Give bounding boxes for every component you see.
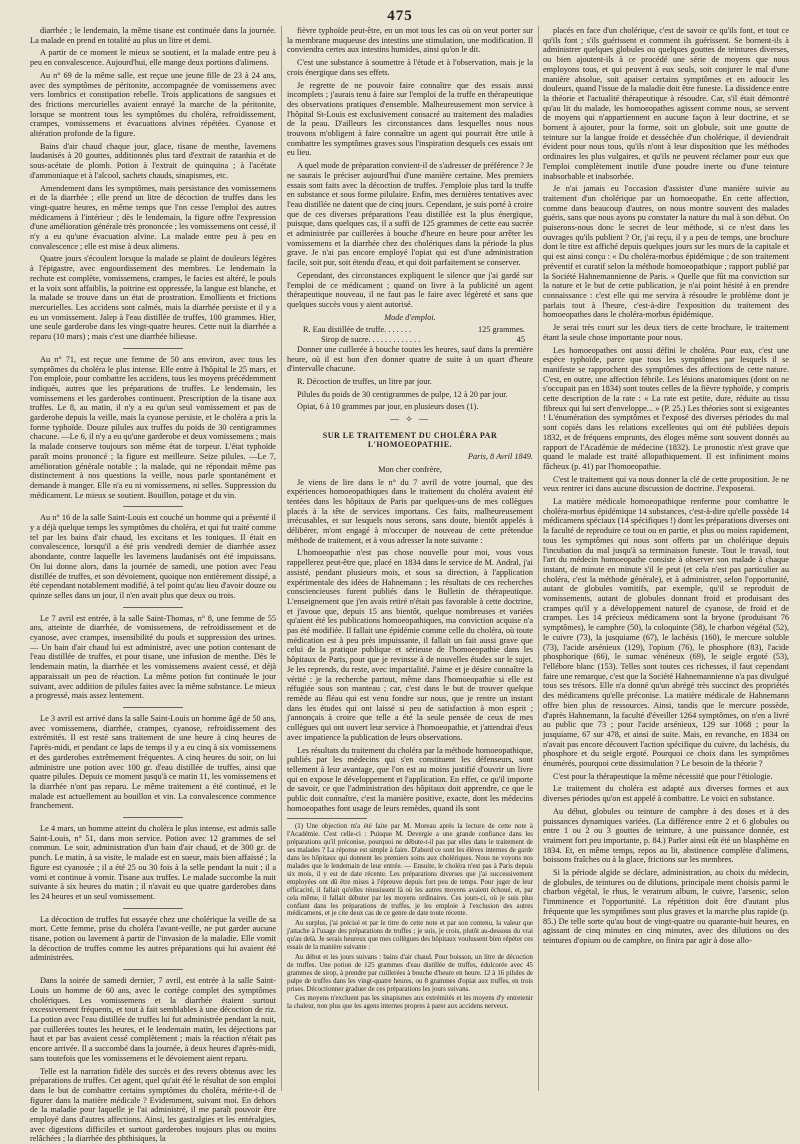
paragraph: A quel mode de préparation convient-il de s'adresser de préférence ? Je ne saurais le préciser aujourd'hui d'une manière certaine. Mes premiers essais sont faits avec la décoction de truffes. J'emploie plus tard la truffe en substance et sous forme pilulaire. Enfin, mes dernières tentatives avec l'eau distillée ne datent que de cinq jours. Cependant, je suis porté à croire que de ces diverses préparations l'eau distillée est la plus énergique, puisque, dans quelques cas, il a suffi de 125 grammes de cette eau sucrée et administrée par cuillerées à bouche d'heure en heure pour arrêter les vomissemens et la diarrhée chez des cholériques dans la période la plus grave. Je n'ai pas encore employé l'opiat qui est d'une administration facile, soit pur, soit étendu d'eau, et qui doit parfaitement se conserver. bbox=[287, 161, 533, 268]
paragraph: Pilules du poids de 30 centigrammes de pulpe, 12 à 20 par jour. bbox=[287, 390, 533, 400]
divider bbox=[123, 607, 183, 608]
recipe-quantity: 125 grammes. bbox=[478, 325, 525, 335]
paragraph: Les résultats du traitement du choléra par la méthode homoeopathique, publiés par les médecins qui s'en constituent les défenseurs, sont tellement à leur avantage, que l'on est au moins justifié d'ouvrir un livre qui en expose le développement et l'application. En effet, ce qu'il importe de savoir, ce que l'administration des hôpitaux doit apprendre, ce que le public doit connaître, c'est la manière positive, exacte, dont les médecins homoeopathes font usage de leurs remèdes, quand ils sont bbox=[287, 746, 533, 814]
paragraph: A partir de ce moment le mieux se soutient, et la malade entre peu à peu en convalescence. Aujourd'hui, elle mange deux portions d'alimens. bbox=[30, 48, 276, 67]
paragraph: Amendement dans les symptômes, mais persistance des vomissemens et de la diarrhée ; elle prend un litre de décoction de truffes dans les vingt-quatre heures, en même temps que l'on cesse l'emploi des autres médicamens à l'intérieur ; dès le lendemain, la figure offre l'expression d'une amélioration générale très prononcée ; les vomissemens ont cessé, il n'y a eu qu'une évacuation alvine. La malade entre peu à peu en convalescence ; elle est mise à deux alimens. bbox=[30, 184, 276, 252]
paragraph: Opiat, 6 à 10 grammes par jour, en plusieurs doses (1). bbox=[287, 402, 533, 412]
paragraph: Le 3 avril est arrivé dans la salle Saint-Louis un homme âgé de 50 ans, avec vomissemens, diarrhée, crampes, cyanose, refroidissement des extrémités. Il est resté sans traitement de une heure à cinq heures de l'après-midi, et pendant ce laps de temps il y a eu cinq à six vomissemens et des garderobes extrêmement fréquentes. A cinq heures du soir, on lui administre une potion avec 100 gr. d'eau distillée de truffes, ainsi que quatre pilules. Depuis ce moment jusqu'à ce matin 11, les vomissemens et la diarrhée n'ont pas reparu. Le même traitement a été continué, et le malade est actuellement au bouillon et vin. La convalescence commence franchement. bbox=[30, 714, 276, 811]
column-rule bbox=[538, 26, 539, 1091]
footnote: Au surplus, j'ai précisé et par le titre de cette note et par son contenu, la valeur que j'attache à l'usage des préparations de truffes ; je suis, je crois, plutôt au-dessous du vrai qu'au delà. Je serais heureux que mes collègues des hôpitaux voulussent bien répéter ces essais de la manière suivante : bbox=[287, 920, 533, 952]
footnote: (1) Une objection m'a été faite par M. Moreau après la lecture de cette note à l'Académie. C'est celle-ci : Puisque M. Devergie a une grande confiance dans les préparations qu'il préconise, pourquoi ne débute-t-il pas par elles dans le traitement de ses malades ? La réponse est simple à faire. D'abord ce sont les élèves internes de garde dans les hôpitaux qui donnent les premiers soins aux cholériques. Nous ne voyons nos malades que le lendemain de leur entrée. — Ensuite, le choléra n'est pas à Paris depuis six mois, il y est de date récente. Les préparations diverses que j'ai successivement employées ont dû être mises à l'épreuve depuis fort peu de temps. Pour juger de leur efficacité, il fallait qu'elles réussissent là où les autres moyens avaient échoué, et, par cela même, il fallait débuter par les moyens ordinaires. Ces jours-ci, où je suis plus confiant dans les préparations de truffes, je les emploie à l'exclusion des autres médicamens, et je cite deux cas de ce genre de date toute récente. bbox=[287, 823, 533, 918]
divider bbox=[123, 707, 183, 708]
divider bbox=[123, 348, 183, 349]
paragraph: Bains d'air chaud chaque jour, glace, tisane de menthe, lavemens laudanisés à 20 gouttes, additionnés plus tard d'extrait de ratanhia et de sous-acétate de plomb. Potion à l'extrait de quinquina ; à l'acétate d'ammoniaque et à l'alcool, sachets chauds, sinapismes, etc. bbox=[30, 142, 276, 181]
paragraph: Au n° 69 de la même salle, est reçue une jeune fille de 23 à 24 ans, avec des symptômes de péritonite, accompagnée de vomissemens avec vers lombrics et constipation rebelle. Trois applications de sangsues et des frictions mercurielles avaient enrayé la marche de la péritonite, lorsque se montrent tous les symptômes du choléra, refroidissement, crampes, vomissemens et évacuations alvines répétées. Cyanose et altération profonde de la figure. bbox=[30, 71, 276, 139]
paragraph: diarrhée ; le lendemain, la même tisane est continuée dans la journée. La malade en prend en totalité au plus un litre et demi. bbox=[30, 26, 276, 45]
paragraph: Donner une cuillerée à bouche toutes les heures, sauf dans la première heure, où il est bon d'en donner quatre de suite à un quart d'heure d'intervalle chacune. bbox=[287, 345, 533, 374]
paragraph: Si la période algide se déclare, administration, au choix du médecin, de globules, de teintures ou de dilutions, principale ment choisis parmi le charbon végétal, le rhus, le veratrum album, le cuivre, l'arsenic, selon l'imminence et l'opportunité. La répétition doit être d'autant plus fréquente que les symptômes sont plus graves et la marche plus rapide (p. 85.) De telle sorte qu'au bout de vingt-quatre ou quarante-huit heures, en agissant de cinq minutes en cinq minutes, avec des dilutions ou des teintures d'opium ou de camphre, on finira par agir à dose allo- bbox=[543, 868, 789, 946]
paragraph: La matière médicale homoeopathique renferme pour combattre le choléra-morbus épidémique 14 substances, c'est-à-dire qu'elle possède 14 médicamens spéciaux (14 spécifiques !) dont les préparations diverses ont la faculté de reproduire ce tout ou en partie, et plus ou moins rapidement, tous les symptômes qui nous sont offerts par un cholérique depuis l'incubation du mal jusqu'à sa terminaison funeste. Tout le travail, tout l'art du médecin homoeopathe consiste à observer son malade à chaque instant, de minute en minute s'il le peut (et cela n'est pas particulier au choléra, c'est la méthode générale), et à administrer, selon l'opportunité, autant de globules vomitifs, par exemple, qu'il se reproduit de vomissements, autant de globules donnant froid et produisant des crampes qu'il y a développement naturel de cyanose, de froid et de crampes. Les 14 précieux médicamens sont la bryone (produisant 76 symptômes), le camphre (50), la coloquinte (58), le charbon végétal (52), le cuivre (73), la jusquiame (67), le lachésis (160), le mercure soluble (73), l'acide arsénieux (129), l'opium (76), le phosphore (83), l'acide phosphorique (66), le sumac vénéneux (69), le seigle ergoté (53), l'ellébore blanc (153). Telles sont toutes ces richesses, il faut cependant faire une remarque, c'est que la Société Hahnemannienne n'a pas divulgué tous ses trésors. Elle n'a donné qu'un abrégé très succinct des propriétés des médicamens qu'elle préconise. La matière médicale de Hahnemann offre bien plus de ressources. Ainsi, tandis que le mercure possède, d'après Hahnemann, la faculté d'éveiller 1264 symptômes, on n'en a livré au public que 73 ; pour l'acide arsénieux, 129 sur 1068 ; pour la jusquiame, 67 sur 478, et ainsi de suite. Mais, en revanche, en 1834 on n'avait pas encore découvert l'action spécifique du cuivre, du lachésis, du phosphore et du seigle ergoté. Pourquoi ce choix dans les symptômes énumérés, pourquoi cette dissimulation ? Le besoin de la théorie ? bbox=[543, 497, 789, 769]
paragraph: C'est une substance à soumettre à l'étude et à l'observation, mais je la crois énergique dans ses effets. bbox=[287, 58, 533, 77]
column-3 bbox=[543, 26, 789, 1091]
paragraph: Je viens de lire dans le n° du 7 avril de votre journal, que des expériences homoeopathiques dans le traitement du choléra avaient été tentées dans les hôpitaux de Paris par quelques-uns de mes collègues placés à la tête de services importans. Ces faits, malheureusement irrécusables, et sur lesquels nous serons, sans doute, bientôt appelés à délibérer, m'ont engagé à m'occuper de nouveau de cette prétendue méthode de traitement, et à vous adresser la note suivante : bbox=[287, 478, 533, 546]
paragraph: Au n° 16 de la salle Saint-Louis est couché un homme qui a présenté il y a déjà quelque temps les symptômes du choléra, et qui fut traité comme tel par les bains d'air chaud, les excitans et les toniques. Il était en convalescence, lorsqu'il a été pris vendredi dernier de diarrhée assez abondante, contre laquelle les lavemens laudanisés ont été impuissans. On lui donne alors, dans la journée de samedi, une potion avec l'eau distillée de truffes, et son dévoiement, quoique non entièrement dissipé, a été cependant notablement modifié, à tel point qu'au lieu d'avoir douze ou quinze selles dans un jour, il n'en avait plus que deux ou trois. bbox=[30, 513, 276, 600]
salutation: Mon cher confrère, bbox=[287, 465, 533, 475]
paragraph: fièvre typhoïde peut-être, en un mot tous les cas où on veut porter sur la membrane muqueuse des intestins une stimulation, une modification. Il conviendra certes aux intestins humides, ainsi qu'on le dit. bbox=[287, 26, 533, 55]
paragraph: C'est pour la thérapeutique la même nécessité que pour l'étiologie. bbox=[543, 772, 789, 782]
recipe-line bbox=[287, 335, 533, 345]
divider bbox=[123, 969, 183, 970]
recipe-quantity: 45 bbox=[517, 335, 525, 345]
paragraph: La décoction de truffes fut essayée chez une cholérique la veille de sa mort. Cette femme, prise du choléra l'avant-veille, ne put garder aucune tisane, potion ou lavement à partir de l'invasion de la maladie. Elle vomit la décoction de truffes comme les autres préparations qui lui avaient été administrées. bbox=[30, 915, 276, 964]
paragraph: Les homoeopathes ont aussi défini le choléra. Pour eux, c'est une espèce typhoïde, parce que tous les symptômes par lesquels il se manifeste se rapprochent des symptômes des affections de cette nature. C'est, en outre, une affection fébrile. Les lésions anatomiques (dont on ne s'occupait pas en 1834) sont toutes celles de la fièvre typhoïde, y compris cette description de la rate : « La rate est petite, dure, réduite au tissu fibreux qui lui sert d'enveloppe... » (P. 25.) Les théories sont si exigeantes ! L'énumération des symptômes et l'exposé des diverses périodes du mal sont copiés dans les relations excellentes qui ont été publiées depuis 1832, et de fréquens emprunts, des éloges même sont souvent donnés au rapport de l'Académie de médecine (1832). Le pronostic n'est grave que quand le malade est traité allopathiquement. Il est infiniment moins fâcheux (p. 41) par l'homoeopathie. bbox=[543, 346, 789, 472]
paragraph: Dans la soirée de samedi dernier, 7 avril, est entrée à la salle Saint-Louis un homme de 60 ans, avec le cortège complet des symptômes cholériques. Les vomissemens et la diarrhée étaient surtout excessivement fréquents, et tout à fait semblables à une décoction de riz. La potion avec l'eau distillée de truffes lui fut administrée pendant la nuit, par cuillerées toutes les heures, et le lendemain matin, les déjections par haut et par bas avaient cessé complètement ; mais la réaction n'était pas encore arrivée. Il a succombé dans la journée, à deux heures d'après-midi, sans toutefois que les vomissemens et le dévoiement aient reparu. bbox=[30, 976, 276, 1063]
article-heading: SUR LE TRAITEMENT DU CHOLÉRA PAR L'HOMOEOPATHIE. bbox=[287, 431, 533, 450]
divider bbox=[123, 817, 183, 818]
footnote-rule bbox=[287, 818, 367, 819]
paragraph: L'homoeopathie n'est pas chose nouvelle pour moi, vous vous rappellerez peut-être que, placé en 1834 dans le service de M. Andral, j'ai assisté, pendant plusieurs mois, et sous sa direction, à l'application expérimentale des idées de Hahnemann ; les résultats de ces recherches consciencieuses furent publiés dans le Bulletin de thérapeutique. L'enseignement que j'en avais retiré n'était pas favorable à cette doctrine, et j'avoue que, depuis 15 ans bientôt, quelque nombreuses et variées qu'aient été les publications homoeopathiques, ma conviction acquise n'a pas été modifiée. Il fallait une épidémie comme celle du choléra, où toute médication est à peu près impuissante, il fallait un fait aussi grave que celui de la pratique publique et sérieuse de l'homoeopathie dans les hôpitaux de Paris, pour que je revinsse à de nouvelles études sur le sujet. Je les reprends, du reste, avec impartialité. J'aime et je désire connaître la vérité : je la recherche partout, même dans l'homoeopathie si elle est réfugiée sous son manteau ; car, c'est dans le but de trouver quelque remède au fléau qui est venu fondre sur nous, que je rentre un instant dans les études qui ont laissé si peu de satisfaction à mon esprit ; j'annonçais à croire que telle a été la seule pensée de ceux de mes collègues qui ont ouvert leur service à l'homoeopathie, et j'attendrai d'eux avec impatience la publication de leurs observations. bbox=[287, 548, 533, 742]
paragraph: Au début, globules ou teinture de camphre à des doses et à des puissances dynamiques variées. (La différence entre 2 et 6 globules ou entre 1 ou 2 ou 3 gouttes de teinture, à une puissance donnée, est vraiment fort peu importante, p. 84.) Parler ainsi eût été un blasphème en 1834. Et, en même temps, repos au lit, abstinence complète d'alimens, boissons fraîches ou à la glace, frictions sur les membres. bbox=[543, 807, 789, 865]
paragraph: Je regrette de ne pouvoir faire connaître que des essais aussi incomplets ; j'aurais tenu à faire sur l'emploi de la truffe en thérapeutique des observations pratiques d'ensemble. Malheureusement mon service à l'hôpital St-Louis est exclusivement consacré au traitement des maladies de la peau. D'ailleurs les circonstances dans lesquelles nous nous trouvons m'obligent à faire connaître un agent qui pourrait être utile à combattre les symptômes graves sous l'inspiration desquels ces essais ont eu lieu. bbox=[287, 81, 533, 159]
ornament-divider: — ✧ — bbox=[287, 415, 533, 425]
section-title: Mode d'emploi. bbox=[287, 313, 533, 323]
paragraph: Je n'ai jamais eu l'occasion d'assister d'une manière suivie au traitement d'un cholérique par un homoeopathe. En cette affection, comme dans beaucoup d'autres, on nous montre souvent des malades guéris, sans que nous ayons pu constater la nature du mal à son début. On puiserons-nous donc le secret de leur méthode, si ce n'est dans les ouvrages qu'ils publient ? Or, j'ai reçu, il y a peu de temps, une brochure dont le titre est affiché depuis quelques jours sur les murs de la capitale et qui est ainsi conçu : « Du choléra-morbus épidémique ; de son traitement préventif et curatif selon la méthode homoeopathique ; rapport publié par la Société Hahnemannienne de Paris. » Quelle que fût ma conviction sur la nature et le but de cette publication, je n'ai point hésité à en prendre connaissance : c'est elle qui me servira à résoudre le problème dont je parlais tout à l'heure, c'est-à-dire l'exposition du traitement des homoeopathes dans le choléra-morbus épidémique. bbox=[543, 184, 789, 320]
divider bbox=[123, 908, 183, 909]
footnote: Au début et les jours suivans : bains d'air chaud. Pour boisson, un litre de décoction de truffes. Une potion de 125 grammes d'eau distillée de truffes, édulcorée avec 45 grammes de sirop, à prendre par cuillerées à bouche d'heure en heure. 12 à 16 pilules de pulpe de truffes dans les vingt-quatre heures, ou 8 grammes d'opiat aux truffes, en trois prises. Décoctionner graduer de ces préparations les jours suivans. bbox=[287, 954, 533, 994]
recipe-line bbox=[287, 325, 533, 335]
footnote: Ces moyens n'excluent pas les sinapismes aux extrémités et les moyens d'y entretenir la chaleur, non plus que les agens internes propres à parer aux accidens nerveux. bbox=[287, 995, 533, 1011]
paragraph: Le traitement du choléra est adapté aux diverses formes et aux diverses périodes qu'on est appelé à combattre. Le voici en substance. bbox=[543, 784, 789, 803]
paragraph: placés en face d'un cholérique, c'est de savoir ce qu'ils font, et tout ce qu'ils font ; s'ils guérissent et comment ils guérissent. Se bornent-ils à administrer quelques globules ou quelques gouttes de teintures diverses, ou bien ajoutent-ils à ce procédé une série de moyens que nous employons tous, et qui peuvent à eux seuls, soit conjurer le mal d'une manière absolue, soit apaiser certains symptômes et en adoucir les douleurs, quand l'issue de la maladie doit être funeste. La dissidence entre la théorie et l'actualité thérapeutique à résoudre. Car, s'il était démontré qu'au lit du malade, les homoeopathes agissent comme nous, se servent de moyens qui n'appartiennent en aucune façon à leur doctrine, et se bornent à ajouter, pour la forme, soit un globule, soit une goutte de teinture sur la langue froide et desséchée d'un cholérique, il deviendrait évident pour nous tous, qu'ils n'ont à leur disposition que les méthodes ordinaires les plus vulgaires, et qu'ils ne peuvent réclamer pour eux que l'emploi complètement inutile d'une poudre inerte ou d'une teinture inabsorbable et inabsorbée. bbox=[543, 26, 789, 181]
page-number: 475 bbox=[0, 8, 800, 25]
column-1 bbox=[30, 26, 276, 1091]
recipe-ingredient: Sirop de sucre. . . . . . . . . . . . . bbox=[321, 335, 420, 345]
paragraph: R. Décoction de truffes, un litre par jour. bbox=[287, 377, 533, 387]
divider bbox=[123, 506, 183, 507]
paragraph: C'est le traitement qui va nous donner la clé de cette proposition. Je ne veux rentrer ici dans aucune discussion de doctrine. J'exposerai. bbox=[543, 475, 789, 494]
recipe-ingredient: R. Eau distillée de truffe. . . . . . . bbox=[303, 325, 411, 335]
paragraph: Au n° 71, est reçue une femme de 50 ans environ, avec tous les symptômes du choléra le plus intense. Elle entre à l'hôpital le 25 mars, et l'on emploie, pour combattre les accidens, tous les moyens précédemment indiqués, autres que les préparations de truffes. Le lendemain, les vomissemens et les garderobes continuent. Prescription de la tisane aux truffes. Le 8, au matin, il n'y a eu qu'un seul vomissement et pas de garderobe depuis la veille, mais la cyanose persiste, et le choléra a pris la forme typhoïde. Douze pilules aux truffes du poids de 30 centigrammes chacune. —Le 6, il n'y a eu qu'une garderobe et deux vomissemens ; mais la malade conserve toujours son même état de torpeur. L'état typhoïde paraît moins prononcé ; la figure est meilleure. Seize pilules. —Le 7, amélioration générale notable ; la malade, qui ne répondait même pas distinctement à nos questions la veille, nous parle spontanément et demande à manger. Elle n'a eu ni vomissemens, ni selles. Suppression du médicament. Le mieux se soutient. Bouillon, potage et du vin. bbox=[30, 355, 276, 501]
paragraph: Cependant, des circonstances expliquent le silence que j'ai gardé sur l'emploi de ce médicament ; quand on livre à la publicité un agent thérapeutique nouveau, il ne faut pas le faire avec légèreté et sans que quelques succès vous y aient autorisé. bbox=[287, 271, 533, 310]
paragraph: Le 4 mars, un homme atteint du choléra le plus intense, est admis salle Saint-Louis, n° 51, dans mon service. Potion avec 12 grammes de sel commun. Le soir, administration d'un bain d'air chaud, et de 300 gr. de punch. Le matin, à sa visite, le malade est en sueur, mais bien affaissé ; la figure est cyanosée ; il a été 25 ou 30 fois à la selle pendant la nuit ; il a vomi et continue à vomir. Tisane aux truffes. Le malade succombe la nuit suivante à six heures du matin ; il n'avait eu que quatre garderobes dans les 24 heures et un seul vomissement. bbox=[30, 824, 276, 902]
paragraph: Je serai très court sur les deux tiers de cette brochure, le traitement étant la seule chose importante pour nous. bbox=[543, 323, 789, 342]
column-rule bbox=[281, 26, 282, 1091]
paragraph: Quatre jours s'écoulent lorsque la malade se plaint de douleurs légères à l'épigastre, avec engourdissement des membres. Le lendemain la rechute est complète, vomissemens, crampes, le facies est altéré, le pouls et la voix sont affaiblis, la poitrine est oppressée, la langue est blanche, et la malade se trouve dans un état de prostration. Emollients et frictions mercurielles. Les accidens sont calmés, mais la diarrhée persiste et il y a eu un vomissement. Jalep à l'eau distillée de truffes, 100 grammes. Hier, une seule garderobe dans les vingt-quatre heures. Cette nuit la diarrhée a reparu (10 mars) ; mais c'est une diarrhée bilieuse. bbox=[30, 254, 276, 341]
column-2 bbox=[287, 26, 533, 1091]
paragraph: Telle est la narration fidèle des succès et des revers obtenus avec les préparations de truffes. Cet agent, quel qu'ait été le résultat de son emploi dans le but de combattre certains symptômes du choléra, mérite-t-il de figurer dans la matière médicale ? Evidemment, suivant moi. En dehors de la maladie pour laquelle je l'ai administré, il me paraît pouvoir être employé dans d'autres affections. Ainsi, les gastralgies et les entéralgies, avec digestions difficiles et surtout garderobes toujours plus ou moins relâchées ; la diarrhée des phthisiques, la bbox=[30, 1067, 276, 1144]
paragraph: Le 7 avril est entrée, à la salle Saint-Thomas, n° 8, une femme de 55 ans, atteinte de diarrhée, de vomissemens, de refroidissement et de cyanose, avec crampes, insensibilité du pouls et suppression des urines. — Un bain d'air chaud lui est administré, avec une potion contenant de l'eau distillée de truffes, et pour tisane, une infusion de menthe. Dès le lendemain matin, la diarrhée et les vomissemens avaient cessé, et déjà apparaissait un peu de réaction. La même potion fut continuée le jour suivant, avec addition de pilules faites avec la même substance. Le mieux a progressé, mais assez lentement. bbox=[30, 614, 276, 701]
dateline: Paris, 8 Avril 1849. bbox=[287, 452, 533, 462]
